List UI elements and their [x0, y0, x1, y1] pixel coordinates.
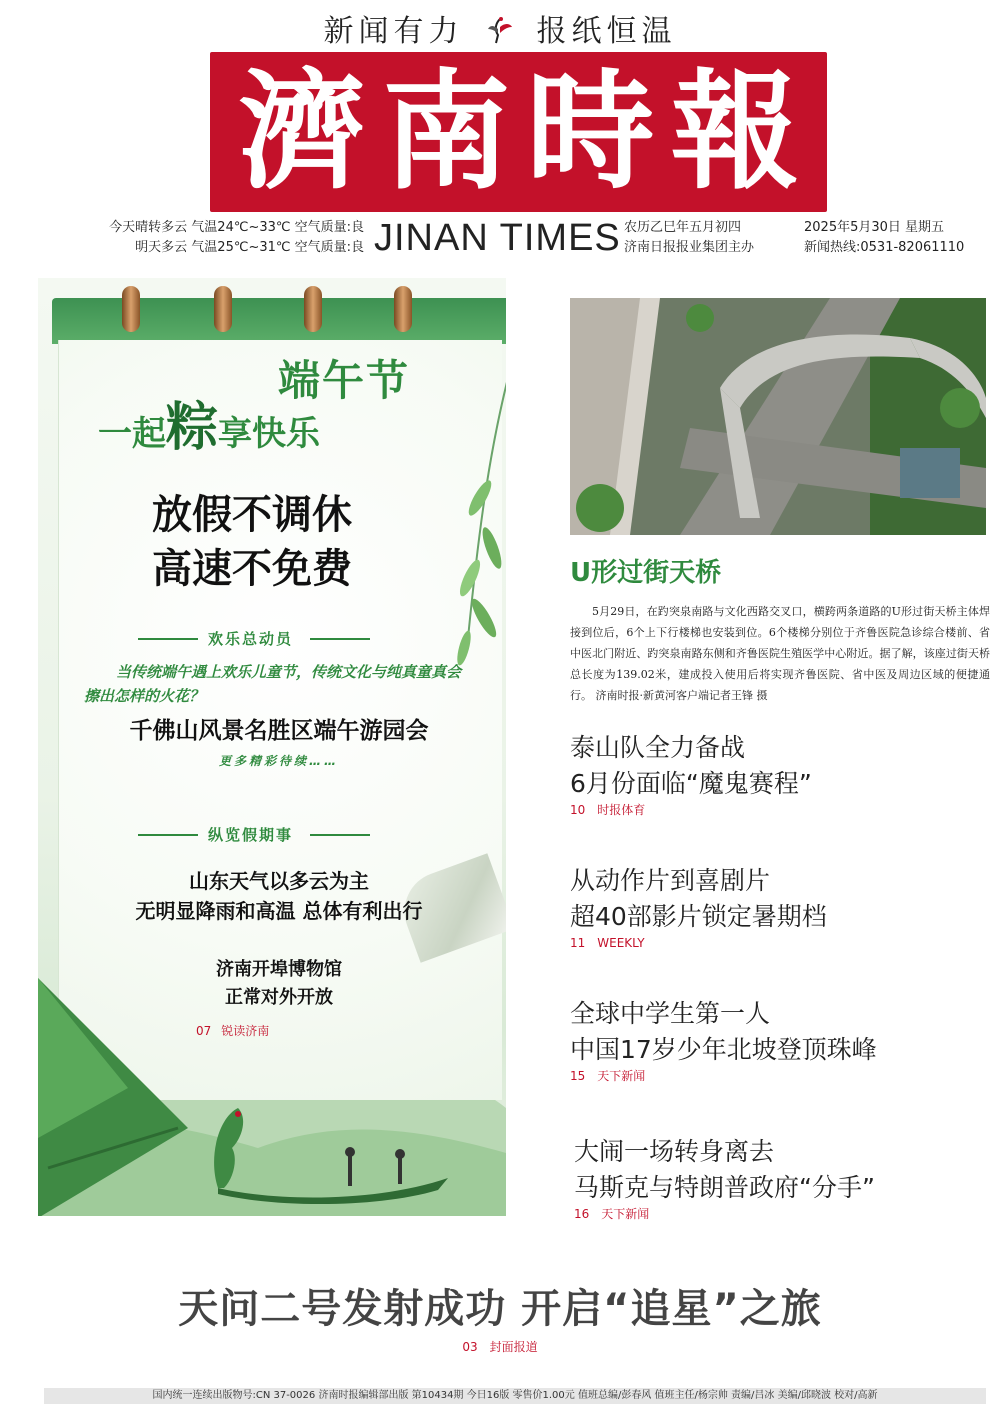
page-number: 03	[462, 1340, 478, 1354]
aerial-photo-illustration	[570, 298, 986, 535]
crane-logo-icon	[486, 15, 514, 45]
event-headline[interactable]: 千佛山风景名胜区端午游园会	[129, 718, 429, 744]
festival-subtitle	[98, 398, 321, 458]
festival-sub-a: 一起	[98, 414, 166, 454]
ring-icon	[394, 286, 412, 332]
story-item[interactable]	[570, 996, 990, 1084]
lunar-date: 农历乙巳年五月初四	[624, 220, 742, 235]
publisher: 济南日报报业集团主办	[624, 240, 755, 255]
page-number: 16	[574, 1207, 590, 1221]
weather-news[interactable]	[84, 866, 474, 926]
story-headline-line: 从动作片到喜剧片	[570, 866, 771, 895]
page-section: WEEKLY	[597, 936, 645, 950]
festival-sub-b: 享快乐	[218, 414, 321, 454]
ring-icon	[214, 286, 232, 332]
main-headline[interactable]: 天问二号发射成功 开启“追星”之旅	[178, 1286, 822, 1332]
weather-tomorrow: 明天多云 气温25℃~31℃ 空气质量:良	[135, 240, 364, 255]
story-headline-line: 中国17岁少年北坡登顶珠峰	[570, 1035, 877, 1064]
page-reference	[574, 1206, 994, 1222]
photo-story-body: 5月29日，在趵突泉南路与文化西路交叉口，横跨两条道路的U形过街天桥主体焊接到位后，6个上下行楼梯也安装到位。6个楼梯分别位于齐鲁医院急诊综合楼前、省中医北门附近、趵突泉南路东侧和齐鲁医院生殖医学中心附近。据了解，该座过街天桥总长度为139.02米，建成投入使用后将实现齐鲁医院、省中医及周边区域的便捷通行。 济南时报·新黄河客户端记者王锋 摄	[570, 605, 990, 702]
imprint-footer: 国内统一连续出版物号:CN 37-0026 济南时报编辑部出版 第10434期 今日16版 零售价1.00元 值班总编/彭春风 值班主任/杨宗帅 责编/吕冰 美编/邱晓波 校对/高新	[44, 1388, 986, 1404]
more-coming: 更多精彩待续……	[218, 754, 339, 768]
newspaper-title	[210, 52, 827, 212]
publication-info	[624, 218, 754, 258]
holiday-headline[interactable]	[152, 488, 352, 596]
title-char: 報	[670, 57, 799, 207]
english-name: JINAN TIMES	[374, 217, 621, 259]
weather-today: 今天晴转多云 气温24℃~33℃ 空气质量:良	[109, 220, 364, 235]
festival-sub-big: 粽	[166, 398, 219, 458]
weather-news-line: 山东天气以多云为主	[189, 869, 369, 893]
divider	[138, 638, 198, 640]
weather-news-line: 无明显降雨和高温 总体有利出行	[135, 899, 423, 923]
newspaper-title-banner	[210, 52, 827, 212]
story-headline-line: 超40部影片锁定暑期档	[570, 902, 827, 931]
section-title: 欢乐总动员	[208, 630, 294, 648]
headline-line: 放假不调休	[152, 492, 352, 538]
festival-title: 端午节	[278, 356, 411, 405]
festival-quote: 当传统端午遇上欢乐儿童节，传统文化与纯真童真会擦出怎样的火花？	[84, 663, 462, 705]
title-char: 時	[526, 57, 655, 207]
dragon-boat-icon	[198, 1098, 458, 1208]
page-number: 15	[570, 1069, 586, 1083]
divider	[310, 834, 370, 836]
dragon-boat-festival-poster[interactable]	[38, 278, 506, 1216]
title-char: 南	[382, 57, 511, 207]
page-section: 天下新闻	[597, 1069, 646, 1083]
page-number: 07	[196, 1024, 212, 1038]
story-headline-line: 全球中学生第一人	[570, 999, 771, 1028]
page-reference	[570, 802, 990, 818]
ring-icon	[304, 286, 322, 332]
story-item[interactable]	[574, 1134, 994, 1222]
weather-info	[84, 218, 364, 258]
story-headline-line: 大闹一场转身离去	[574, 1137, 775, 1166]
page-reference	[0, 1338, 1000, 1355]
bridge-aerial-photo[interactable]	[570, 298, 986, 535]
page-reference	[570, 1068, 990, 1084]
divider	[310, 638, 370, 640]
story-headline-line: 马斯克与特朗普政府“分手”	[574, 1173, 875, 1202]
date-info	[804, 218, 964, 258]
slogan-left: 新闻有力	[323, 14, 464, 49]
story-headline-line: 泰山队全力备战	[570, 733, 746, 762]
page-section: 时报体育	[597, 803, 646, 817]
story-item[interactable]	[570, 730, 990, 818]
issue-date: 2025年5月30日 星期五	[804, 220, 945, 235]
story-item[interactable]	[570, 863, 990, 951]
museum-news-line: 济南开埠博物馆	[216, 959, 342, 980]
title-char: 濟	[238, 57, 367, 207]
slogan-right: 报纸恒温	[536, 14, 677, 49]
news-hotline: 新闻热线:0531-82061110	[804, 240, 965, 255]
divider	[138, 834, 198, 836]
page-number: 10	[570, 803, 586, 817]
calendar-rings	[38, 278, 506, 338]
photo-story-title[interactable]: U形过街天桥	[570, 558, 722, 588]
page-section: 锐读济南	[221, 1024, 270, 1038]
page-reference[interactable]	[196, 1022, 269, 1039]
section-title: 纵览假期事	[208, 826, 294, 844]
page-number: 11	[570, 936, 586, 950]
story-headline-line: 6月份面临“魔鬼赛程”	[570, 769, 812, 798]
headline-line: 高速不免费	[152, 546, 352, 592]
page-reference	[570, 935, 990, 951]
page-section: 封面报道	[489, 1340, 538, 1354]
page-section: 天下新闻	[601, 1207, 650, 1221]
masthead-slogan	[0, 12, 1000, 52]
ring-icon	[122, 286, 140, 332]
museum-news-line: 正常对外开放	[225, 987, 333, 1008]
zongzi-icon	[38, 938, 198, 1216]
